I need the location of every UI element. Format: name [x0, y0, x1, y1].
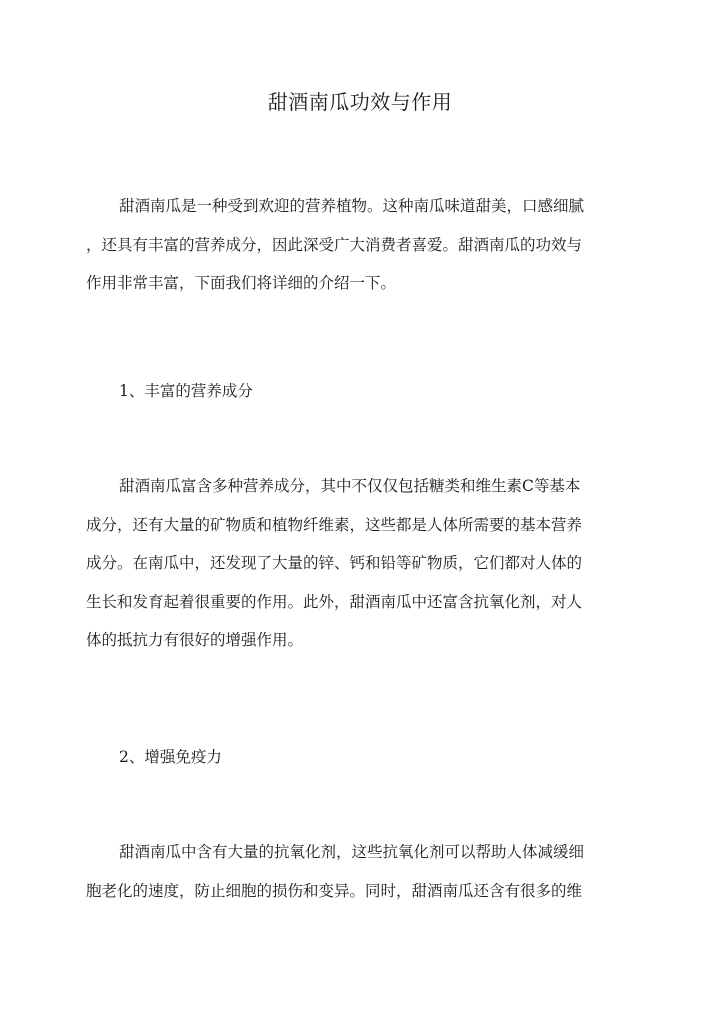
paragraph-line: ，还具有丰富的营养成分，因此深受广大消费者喜爱。甜酒南瓜的功效与 [86, 235, 583, 254]
paragraph-line: 胞老化的速度，防止细胞的损伤和变异。同时，甜酒南瓜还含有很多的维 [86, 881, 583, 900]
section-heading-immunity: 2、增强免疫力 [119, 748, 222, 766]
document-title: 甜酒南瓜功效与作用 [267, 90, 453, 114]
section-heading-nutrition: 1、丰富的营养成分 [119, 382, 253, 400]
paragraph-line: 甜酒南瓜中含有大量的抗氧化剂，这些抗氧化剂可以帮助人体减缓细 [119, 843, 585, 861]
paragraph-line: 成分，还有大量的矿物质和植物纤维素，这些都是人体所需要的基本营养 [86, 515, 583, 534]
paragraph-line: 体的抵抗力有很好的增强作用。 [86, 631, 304, 649]
paragraph-line: 成分。在南瓜中，还发现了大量的锌、钙和铅等矿物质，它们都对人体的 [86, 554, 583, 572]
paragraph-line: 生长和发育起着很重要的作用。此外，甜酒南瓜中还富含抗氧化剂，对人 [86, 592, 583, 611]
intro-paragraph [86, 187, 634, 303]
paragraph-line: 甜酒南瓜是一种受到欢迎的营养植物。这种南瓜味道甜美，口感细腻 [119, 197, 585, 215]
paragraph-line: 甜酒南瓜富含多种营养成分，其中不仅仅包括糖类和维生素C等基本 [119, 477, 581, 495]
paragraph-line: 作用非常丰富，下面我们将详细的介绍一下。 [86, 274, 397, 292]
section-paragraph-nutrition [86, 467, 634, 660]
section-paragraph-immunity [86, 833, 634, 910]
